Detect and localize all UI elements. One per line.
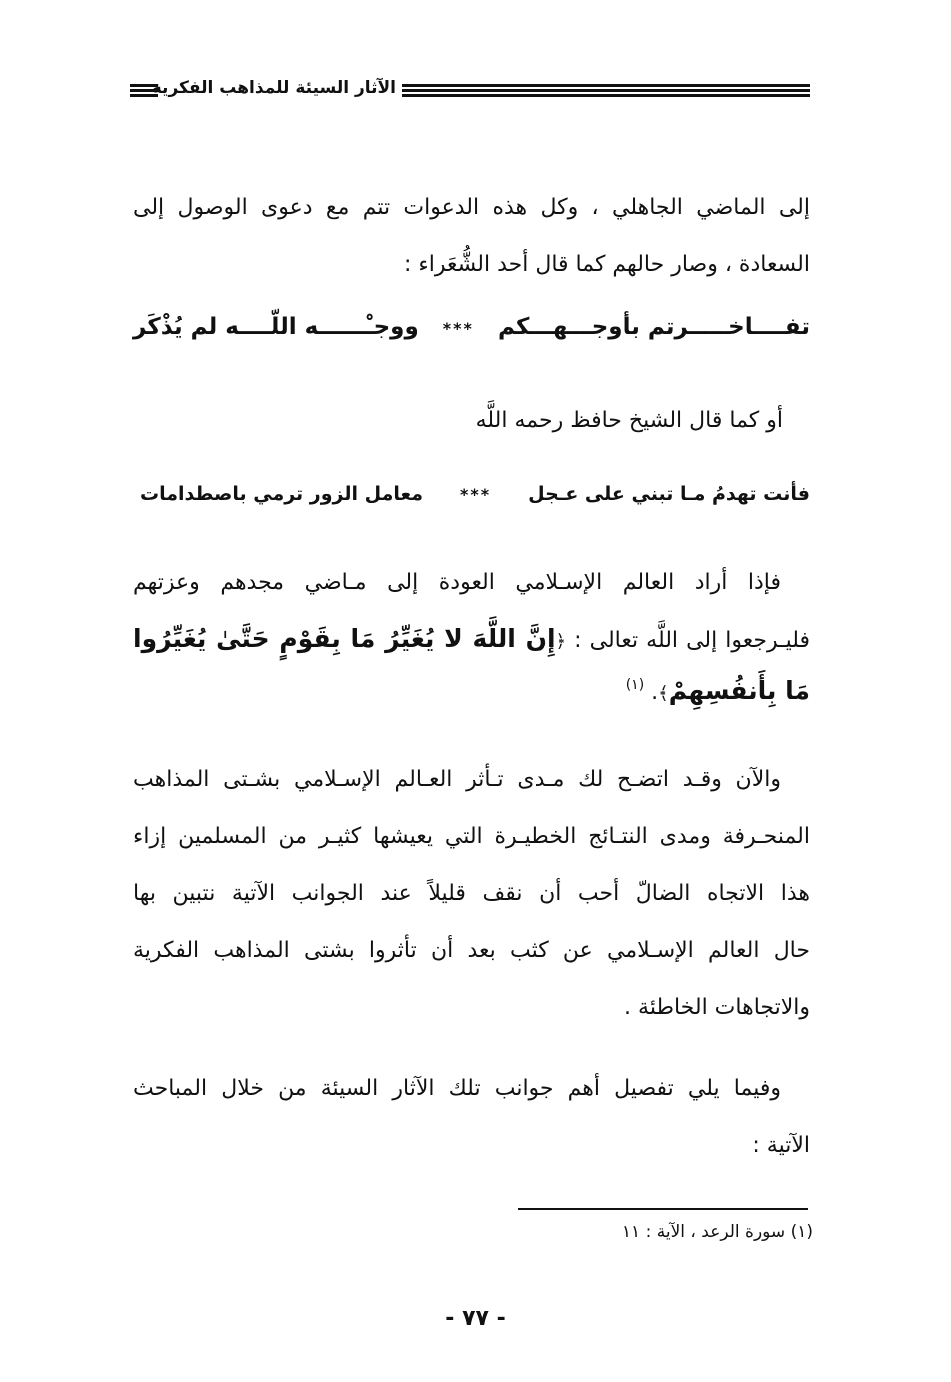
para2-line3 <box>626 676 810 705</box>
para3-line4: حال العالم الإسـلامي عن كثب بعد أن تأثروا بشتى المذاهب الفكرية <box>133 938 810 963</box>
verse-1-separator: *** <box>442 319 474 338</box>
para1-line1: إلى الماضي الجاهلي ، وكل هذه الدعوات تتم مع دعوى الوصول إلى <box>133 195 810 220</box>
footnote-marker: (١) <box>625 677 645 693</box>
verse-1-second-hemistich: ووجـْــــــه اللّــــه لم يُذْكَر <box>133 314 419 340</box>
para1-line2: السعادة ، وصار حالهم كما قال أحد الشُّعَراء : <box>404 252 810 277</box>
verse-1-first-hemistich: تفــــاخـــــرتم بأوجـــهـــكم <box>497 314 810 340</box>
quran-verse-part2: مَا بِأَنفُسِهِمْ <box>668 676 810 705</box>
para3-line5: والاتجاهات الخاطئة . <box>624 995 810 1020</box>
para2-line2 <box>133 624 810 653</box>
para4-line1: وفيما يلي تفصيل أهم جوانب تلك الآثار السيئة من خلال المباحث <box>133 1076 781 1101</box>
quran-open-bracket: ﴿ <box>555 631 567 652</box>
verse-1 <box>133 314 810 340</box>
verse-2-first-hemistich: فأنت تهدمُ مـا تبني على عـجل <box>528 483 810 505</box>
running-header <box>130 76 810 106</box>
para3-line1: والآن وقـد اتضـح لك مـدى تـأثر العـالم الإسـلامي بشـتى المذاهب <box>133 767 781 792</box>
para3-line2: المنحـرفة ومدى النتـائج الخطيـرة التي يعيشها كثيـر من المسلمين إزاء <box>133 824 810 849</box>
footnote-rule <box>518 1208 808 1210</box>
para2-line3-tail: . <box>644 680 659 705</box>
para4-line2: الآتية : <box>752 1133 810 1158</box>
header-title: الآثار السيئة للمذاهب الفكرية <box>151 78 396 98</box>
verse-2-intro: أو كما قال الشيخ حافظ رحمه اللَّه <box>475 408 783 433</box>
para2-line1: فإذا أراد العالم الإسـلامي العودة إلى مـاضي مجدهم وعزتهم <box>133 570 781 595</box>
para3-line3: هذا الاتجاه الضالّ أحب أن نقف قليلاً عند الجوانب الآتية نتبين بها <box>133 881 810 906</box>
footnote: (١) سورة الرعد ، الآية : ١١ <box>621 1222 813 1242</box>
verse-2-second-hemistich: معامل الزور ترمي باصطدامات <box>140 483 423 505</box>
verse-2-separator: *** <box>460 485 492 504</box>
quran-verse-part1: إِنَّ اللَّهَ لا يُغَيِّرُ مَا بِقَوْمٍ حَتَّىٰ يُغَيِّرُوا <box>133 624 556 653</box>
quran-close-bracket: ﴾ <box>658 683 669 704</box>
para2-line2-text: فليـرجعوا إلى اللَّه تعالى : <box>574 628 811 653</box>
header-rule-right <box>402 84 810 102</box>
page-number: - ٧٧ - <box>445 1306 506 1331</box>
verse-2 <box>140 483 810 505</box>
